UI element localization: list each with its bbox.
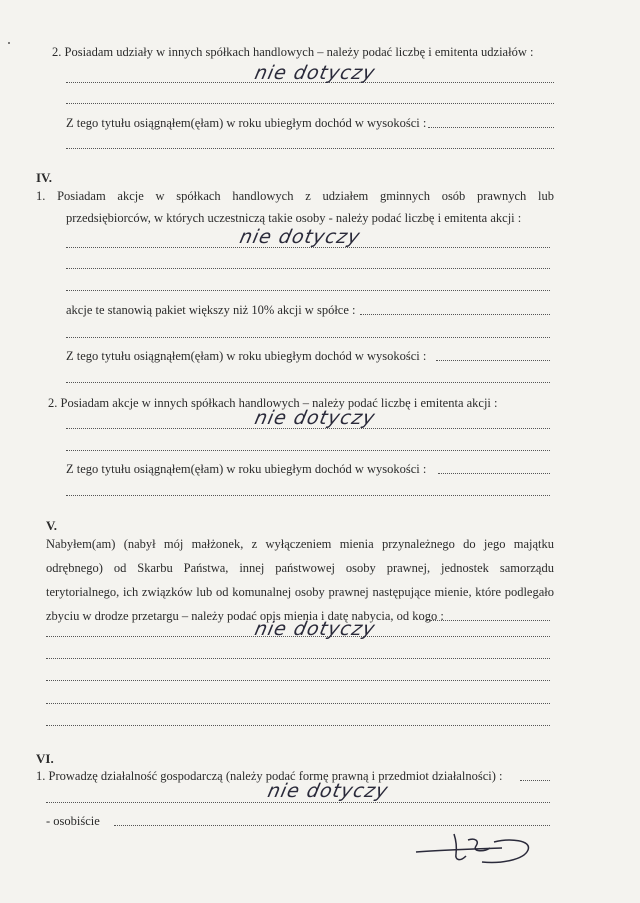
answer-line (66, 103, 554, 104)
answer-line (438, 473, 550, 474)
answer-line (46, 725, 550, 726)
answer-line (66, 268, 550, 269)
section-iv-heading: IV. (36, 170, 53, 185)
sec5-line1: Nabyłem(am) (nabył mój małżonek, z wyłączeniem mienia przynależnego do jego majątku (46, 537, 554, 551)
sec4-question-1-line2: przedsiębiorców, w których uczestniczą takie osoby - należy podać liczbę i emitenta akcji : (66, 211, 522, 225)
section-v-heading: V. (46, 518, 57, 533)
answer-line (46, 680, 550, 681)
sec4-question-2: 2. Posiadam akcje w innych spółkach handlowych – należy podać liczbę i emitenta akcji : (48, 396, 498, 410)
sec4-income2-label: Z tego tytułu osiągnąłem(ęłam) w roku ubiegłym dochód w wysokości : (66, 462, 427, 476)
sec5-line4: zbyciu w drodze przetargu – należy podać opis mienia i datę nabycia, od kogo : (46, 609, 444, 623)
handwritten-answer: nie dotyczy (237, 226, 363, 248)
answer-line (520, 780, 550, 781)
sec3-question-2: 2. Posiadam udziały w innych spółkach handlowych – należy podać liczbę i emitenta udziałów : (52, 45, 534, 59)
sec5-line2: odrębnego) od Skarbu Państwa, innej państwowej osoby prawnej, jednostek samorządu (46, 561, 554, 575)
answer-line (46, 658, 550, 659)
answer-line (66, 382, 550, 383)
answer-line (360, 314, 550, 315)
answer-line (436, 360, 550, 361)
answer-line (46, 802, 550, 803)
answer-line (66, 337, 550, 338)
sec4-pakiet-label: akcje te stanowią pakiet większy niż 10% akcji w spółce : (66, 303, 356, 317)
answer-line (428, 127, 554, 128)
stray-mark (6, 40, 12, 46)
handwritten-answer: nie dotyczy (265, 780, 391, 802)
sec6-osobiscie-label: - osobiście (46, 814, 100, 828)
signature (410, 826, 540, 870)
section-vi-heading: VI. (36, 751, 54, 766)
sec5-line3: terytorialnego, ich związków lub od komunalnej osoby prawnej następujące mienie, które podlegało (46, 585, 554, 599)
answer-line (66, 450, 550, 451)
sec3-income-label: Z tego tytułu osiągnąłem(ęłam) w roku ubiegłym dochód w wysokości : (66, 116, 427, 130)
sec4-income1-label: Z tego tytułu osiągnąłem(ęłam) w roku ubiegłym dochód w wysokości : (66, 349, 427, 363)
sec6-question-1: 1. Prowadzę działalność gospodarczą (należy podać formę prawną i przedmiot działalności) : (36, 769, 503, 783)
answer-line (66, 148, 554, 149)
handwritten-answer: nie dotyczy (252, 618, 378, 640)
answer-line (66, 290, 550, 291)
answer-line (46, 703, 550, 704)
handwritten-answer: nie dotyczy (252, 62, 378, 84)
sec4-question-1-line1: 1. Posiadam akcje w spółkach handlowych z udziałem gminnych osób prawnych lub (36, 189, 554, 203)
handwritten-answer: nie dotyczy (252, 407, 378, 429)
answer-line (66, 495, 550, 496)
answer-line (426, 620, 550, 621)
